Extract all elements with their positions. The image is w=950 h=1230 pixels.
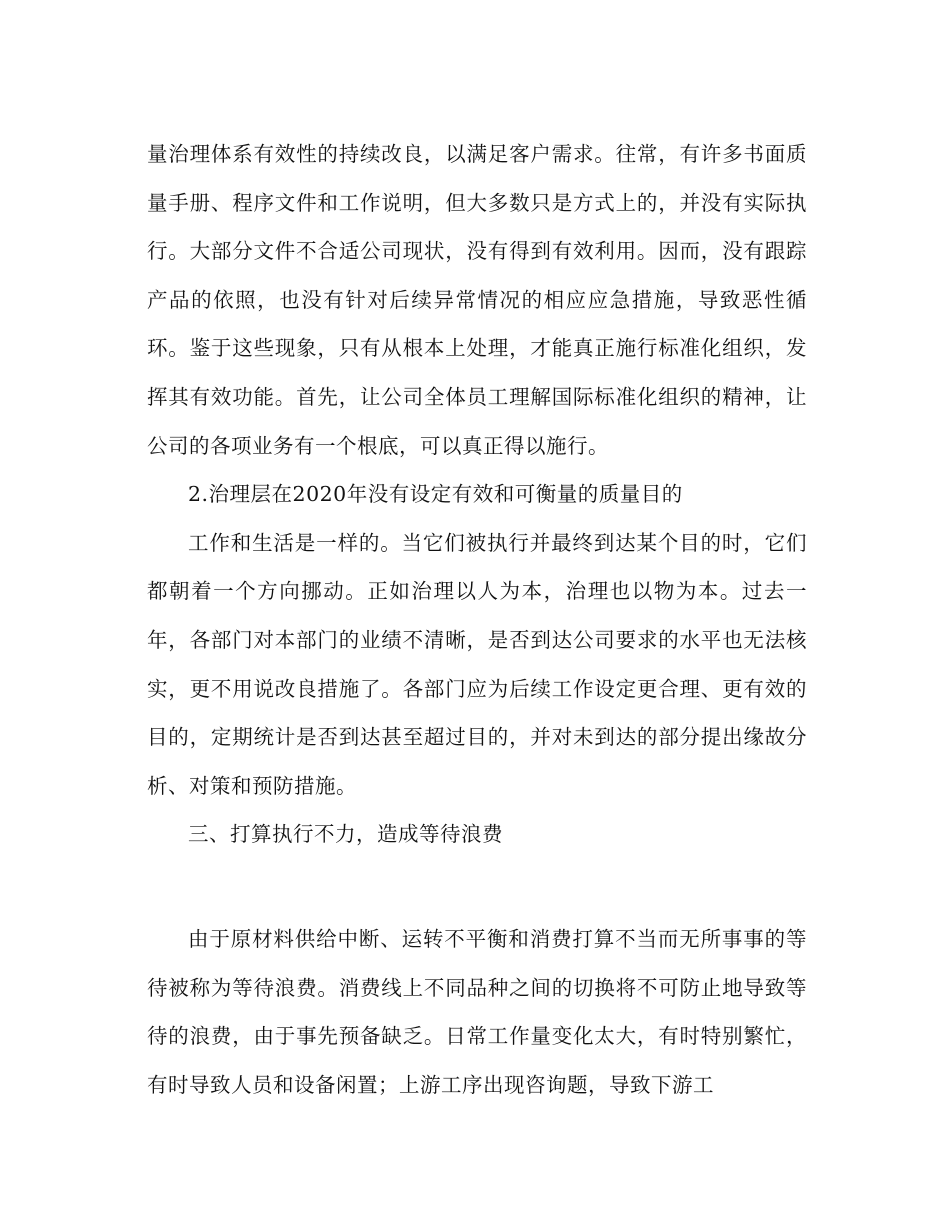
section-heading-waiting-waste: 三、打算执行不力，造成等待浪费: [188, 822, 503, 847]
blank-line-spacer: [147, 859, 807, 915]
paragraph-quality-system: 量治理体系有效性的持续改良，以满足客户需求。往常，有许多书面质量手册、程序文件和工作说明，但大多数只是方式上的，并没有实际执行。大部分文件不合适公司现状，没有得到有效利用。因而，没有跟踪产品的依照，也没有针对后续异常情况的相应应急措施，导致恶性循环。鉴于这些现象，只有从根本上处理，才能真正施行标准化组织，发挥其有效功能。首先，让公司全体员工理解国际标准化组织的精神，让公司的各项业务有一个根底，可以真正得以施行。: [147, 142, 807, 458]
paragraph-goals-discussion: 工作和生活是一样的。当它们被执行并最终到达某个目的时，它们都朝着一个方向挪动。正如治理以人为本，治理也以物为本。过去一年，各部门对本部门的业绩不清晰，是否到达公司要求的水平也无法核实，更不用说改良措施了。各部门应为后续工作设定更合理、更有效的目的，定期统计是否到达甚至超过目的，并对未到达的部分提出缘故分析、对策和预防措施。: [147, 530, 807, 798]
document-body: [147, 130, 807, 1109]
paragraph-heading-quality-goals: 2.治理层在2020年没有设定有效和可衡量的质量目的: [188, 482, 683, 507]
paragraph-waiting-waste: 由于原材料供给中断、运转不平衡和消费打算不当而无所事事的等待被称为等待浪费。消费线上不同品种之间的切换将不可防止地导致等待的浪费，由于事先预备缺乏。日常工作量变化太大，有时特别繁忙，有时导致人员和设备闲置；上游工序出现咨询题，导致下游工: [147, 926, 807, 1097]
